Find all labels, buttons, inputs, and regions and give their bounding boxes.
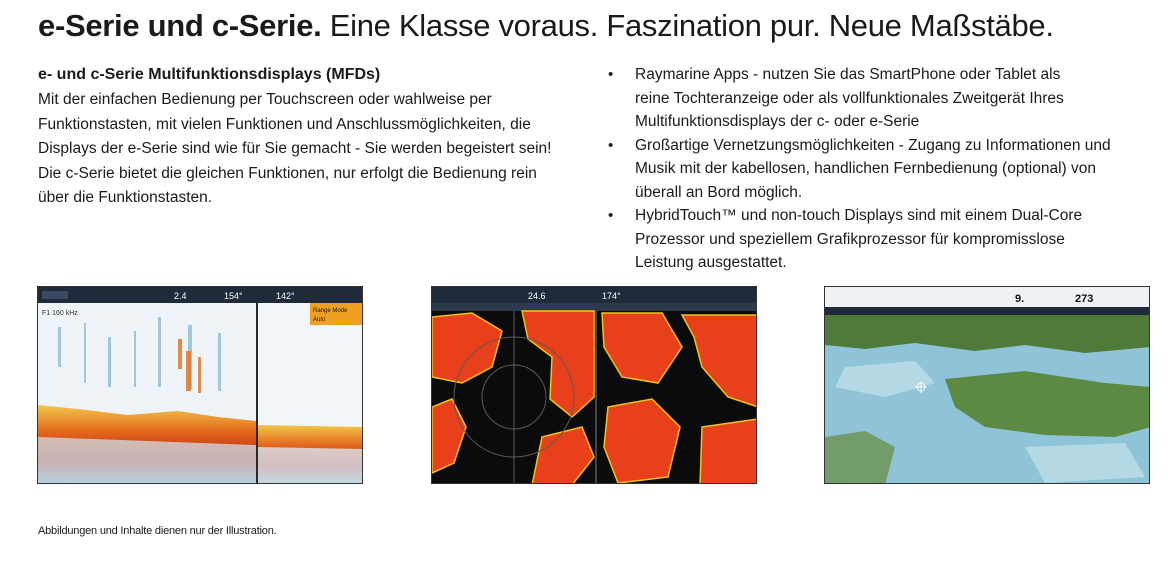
feature-line: Großartige Vernetzungsmöglichkeiten - Zugang zu Informationen und (635, 136, 1111, 154)
headline (38, 6, 1054, 46)
radar-illustration (432, 287, 757, 484)
chart-toolbar (825, 287, 1150, 307)
sonar-frequency-label: F1 160 kHz (42, 310, 78, 317)
sonar-illustration (38, 287, 363, 484)
intro-paragraph (38, 88, 578, 211)
sonar-value: 142° (276, 291, 295, 301)
range-mode-label: Range Mode (313, 308, 348, 314)
feature-line: Raymarine Apps - nutzen Sie das SmartPhone oder Tablet als (635, 66, 1061, 83)
radar-toolbar (432, 287, 757, 303)
feature-item (607, 134, 1147, 205)
chart-screenshot (824, 286, 1150, 484)
chart-value: 9. (1015, 293, 1025, 305)
radar-value: 174° (602, 291, 621, 301)
bullet-marker: • (608, 207, 614, 224)
feature-line: Musik mit der kabellosen, handlichen Fernbedienung (optional) von (635, 160, 1096, 177)
range-mode-value: Auto (313, 317, 326, 323)
feature-list (607, 63, 1147, 275)
radar-screenshot (431, 286, 757, 484)
intro-line: Die c-Serie bietet die gleichen Funktionen, nur erfolgt die Bedienung rein (38, 164, 537, 182)
feature-line: Leistung ausgestattet. (635, 254, 787, 271)
sonar-value: 154° (224, 291, 243, 301)
intro-line: über die Funktionstasten. (38, 189, 213, 206)
feature-line: reine Tochteranzeige oder als vollfunktionales Zweitgerät Ihres (635, 89, 1064, 107)
headline-bold: e-Serie und c-Serie. (38, 8, 322, 43)
bullet-marker: • (608, 136, 614, 154)
bullet-marker: • (608, 66, 614, 83)
footnote: Abbildungen und Inhalte dienen nur der Illustration. (38, 525, 277, 537)
feature-column (607, 63, 1147, 275)
intro-column (38, 64, 578, 211)
sonar-value: 2.4 (174, 291, 187, 301)
intro-line: Mit der einfachen Bedienung per Touchscreen oder wahlweise per (38, 91, 492, 108)
section-heading: e- und c-Serie Multifunktionsdisplays (MFDs) (38, 66, 381, 83)
intro-line: Displays der e-Serie sind wie für Sie gemacht - Sie werden begeistert sein! (38, 140, 552, 157)
intro-line: Funktionstasten, mit vielen Funktionen und Anschlussmöglichkeiten, die (38, 115, 531, 133)
feature-line: überall an Bord möglich. (635, 183, 803, 201)
headline-regular: Eine Klasse voraus. Faszination pur. Neue Maßstäbe. (321, 8, 1054, 43)
sonar-toolbar (38, 287, 363, 303)
feature-line: Multifunktionsdisplays der c- oder e-Serie (635, 113, 920, 130)
feature-item (607, 204, 1147, 275)
chart-illustration (825, 287, 1150, 484)
feature-line: Prozessor und speziellem Grafikprozessor für kompromisslose (635, 230, 1065, 248)
feature-item (607, 63, 1147, 134)
radar-value: 24.6 (528, 291, 546, 301)
feature-line: HybridTouch™ und non-touch Displays sind mit einem Dual-Core (635, 207, 1083, 224)
sonar-screenshot (37, 286, 363, 484)
chart-value: 273 (1075, 293, 1094, 305)
